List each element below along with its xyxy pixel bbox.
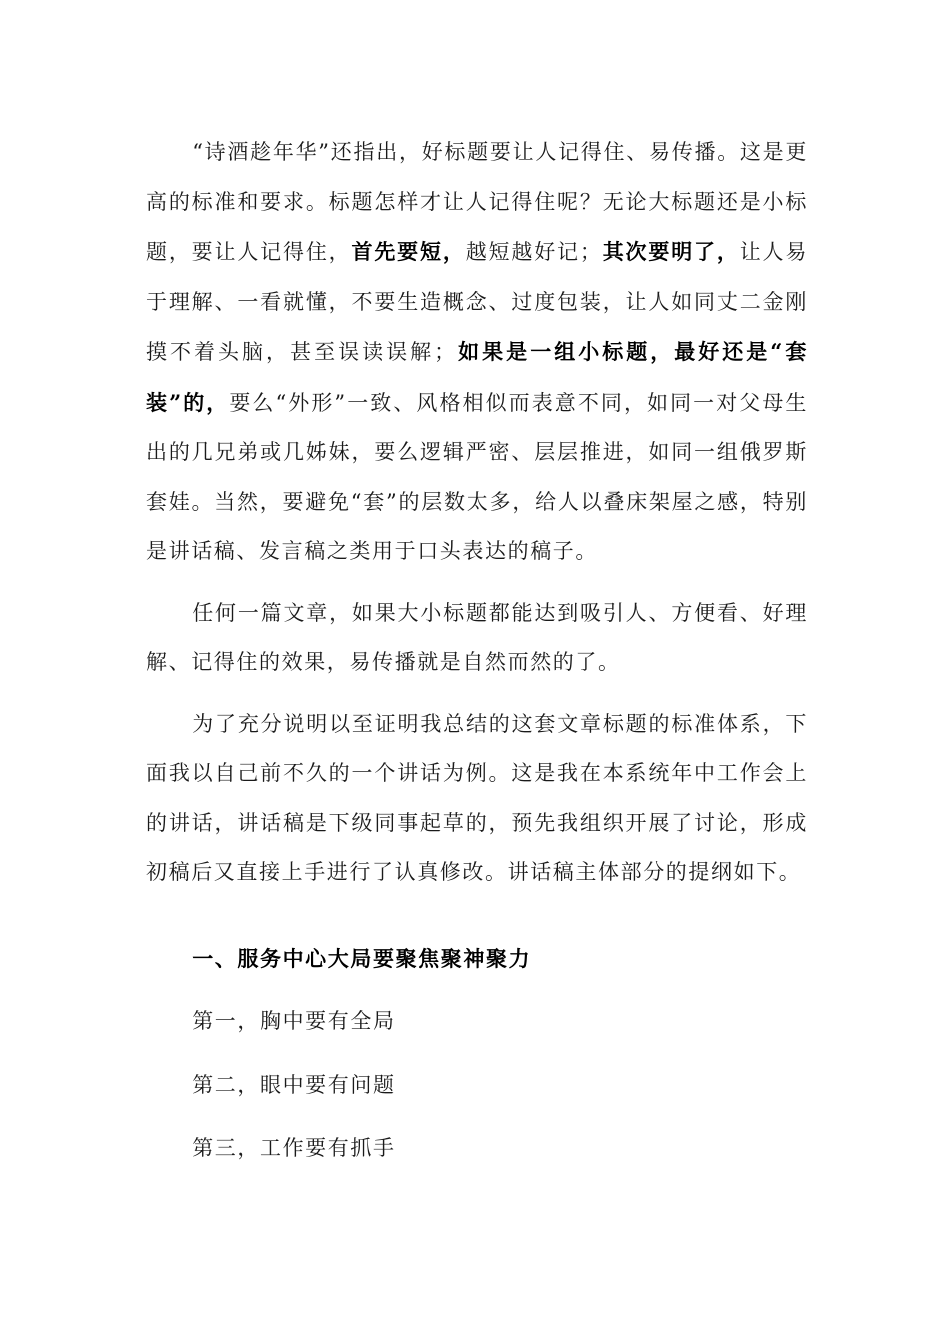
paragraph-text: 要么“外形”一致、风格相似而表意不同，如同一对父母生出的几兄弟或几姊妹，要么逻辑严密、层层推进，如同一组俄罗斯套娃。当然，要避免“套”的层数太多，给人以叠床架屋之感，特别是讲话稿、发言稿之类用于口头表达的稿子。 [146, 390, 808, 563]
bold-emphasis-clear: 其次要明了， [602, 239, 740, 264]
outline-item-2: 第二，眼中要有问题 [192, 1072, 396, 1097]
bold-emphasis-set: 如果是一组小标题，最好还是“套装”的， [146, 339, 808, 415]
paragraph-text: 越短越好记； [465, 240, 603, 264]
outline-item-3: 第三，工作要有抓手 [192, 1136, 396, 1160]
paragraph-example-intro: 为了充分说明以至证明我总结的这套文章标题的标准体系，下面我以自己前不久的一个讲话为例。这是我在本系统年中工作会上的讲话，讲话稿是下级同事起草的，预先我组织开展了讨论，形成初稿后又直接上手进行了认真修改。讲话稿主体部分的提纲如下。 [146, 711, 808, 884]
paragraph-title-memorability [146, 128, 808, 577]
document-body [146, 128, 808, 1174]
bold-emphasis-short: 首先要短， [351, 239, 466, 264]
section-heading: 一、服务中心大局要聚焦聚神聚力 [192, 945, 532, 971]
paragraph-text: “诗酒趁年华”还指出，好标题要让人记得住、易传播。这是更高的标准和要求。标题怎样才让人记得住呢？无论大标题还是小标题，要让人记得住， [146, 140, 808, 264]
paragraph-spread: 任何一篇文章，如果大小标题都能达到吸引人、方便看、好理解、记得住的效果，易传播就是自然而然的了。 [146, 600, 808, 674]
paragraph-text: 让人易于理解、一看就懂，不要生造概念、过度包装，让人如同丈二金刚摸不着头脑，甚至误读误解； [146, 240, 808, 364]
outline-item-1: 第一，胸中要有全局 [192, 1009, 396, 1033]
